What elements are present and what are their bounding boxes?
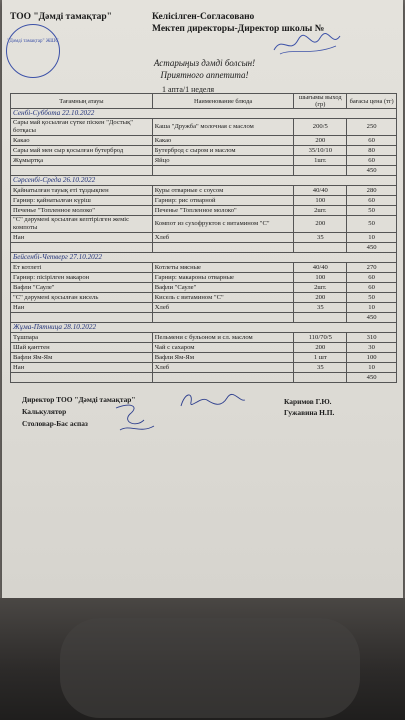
- cell-out: 35: [294, 233, 347, 243]
- table-row: [11, 146, 397, 156]
- footer-chef: Столовар-Бас аспаз: [22, 419, 88, 428]
- cell-price: 60: [347, 283, 397, 293]
- table-row: [11, 196, 397, 206]
- cell-out: 200/5: [294, 119, 347, 136]
- col-header-out: шығымы выход (гр): [294, 94, 347, 109]
- cell-ru: Гарнир: рис отварной: [152, 196, 294, 206]
- cell-ru: Вафли Ям-Ям: [152, 353, 294, 363]
- menu-body: [11, 109, 397, 383]
- cell-out: [294, 243, 347, 253]
- cell-price: 80: [347, 146, 397, 156]
- table-row: [11, 373, 397, 383]
- cell-out: 1 шт: [294, 353, 347, 363]
- cell-ru: Каша "Дружба" молочная с маслом: [152, 119, 294, 136]
- table-row: [11, 363, 397, 373]
- cell-price: 60: [347, 136, 397, 146]
- footer-calc: Калькулятор: [22, 407, 67, 416]
- cell-ru: Гарнир: макароны отварные: [152, 273, 294, 283]
- cell-kz: Вафли Ям-Ям: [11, 353, 153, 363]
- cell-price: 250: [347, 119, 397, 136]
- table-row: [11, 273, 397, 283]
- cell-ru: Кисель с витамином "С": [152, 293, 294, 303]
- table-row: [11, 186, 397, 196]
- cell-out: 200: [294, 293, 347, 303]
- cell-out: 2шт.: [294, 206, 347, 216]
- cell-price: 60: [347, 273, 397, 283]
- cell-ru: Хлеб: [152, 303, 294, 313]
- cell-out: 35: [294, 303, 347, 313]
- day-title: Сенбі-Суббота 22.10.2022: [11, 109, 397, 119]
- cell-kz: "С" дәрумені қосылған кептірілген жеміс компоты: [11, 216, 153, 233]
- cell-price: 450: [347, 243, 397, 253]
- table-row: [11, 156, 397, 166]
- cell-ru: Какао: [152, 136, 294, 146]
- cell-out: 2шт.: [294, 283, 347, 293]
- table-row: [11, 303, 397, 313]
- col-header-price: бағасы цена (тг): [347, 94, 397, 109]
- table-row: [11, 313, 397, 323]
- day-row: [11, 323, 397, 333]
- cell-kz: Печенье "Топленное молоко": [11, 206, 153, 216]
- cell-kz: Нан: [11, 233, 153, 243]
- cell-price: 450: [347, 166, 397, 176]
- school-director-label: Мектеп директоры-Директор школы №: [152, 24, 325, 34]
- cell-ru: [152, 313, 294, 323]
- cell-kz: Вафли "Сауле": [11, 283, 153, 293]
- cell-out: 35/10/10: [294, 146, 347, 156]
- day-row: [11, 176, 397, 186]
- cell-ru: Хлеб: [152, 233, 294, 243]
- cell-kz: Какао: [11, 136, 153, 146]
- cell-ru: Чай с сахаром: [152, 343, 294, 353]
- col-header-kz: Тағамның атауы: [11, 94, 153, 109]
- cell-kz: Тұшпара: [11, 333, 153, 343]
- cell-kz: Шай қанттен: [11, 343, 153, 353]
- cell-out: [294, 166, 347, 176]
- menu-table: [10, 93, 397, 383]
- cell-kz: "С" дәрумені қосылған кисель: [11, 293, 153, 303]
- cell-price: 50: [347, 293, 397, 303]
- week-label: 1 апта/1 неделя: [162, 85, 215, 94]
- cell-kz: Гарнир: пісірілген макарон: [11, 273, 153, 283]
- cell-out: 1шт.: [294, 156, 347, 166]
- cell-kz: Нан: [11, 303, 153, 313]
- cell-kz: Қайнатылған тауық еті тұздықпен: [11, 186, 153, 196]
- cell-out: 200: [294, 216, 347, 233]
- day-row: [11, 109, 397, 119]
- wish-kz: Астарыңыз дәмді болсын!: [153, 58, 256, 68]
- table-row: [11, 119, 397, 136]
- document-paper: [2, 0, 403, 598]
- cell-ru: [152, 243, 294, 253]
- cell-ru: Компот из сухофруктов с витамином "С": [152, 216, 294, 233]
- cell-out: 40/40: [294, 263, 347, 273]
- table-row: [11, 283, 397, 293]
- cell-price: 10: [347, 233, 397, 243]
- cell-out: 200: [294, 136, 347, 146]
- table-row: [11, 243, 397, 253]
- cell-kz: [11, 373, 153, 383]
- cell-price: 10: [347, 363, 397, 373]
- day-title: Бейсенбі-Четверг 27.10.2022: [11, 253, 397, 263]
- cell-kz: [11, 166, 153, 176]
- table-row: [11, 343, 397, 353]
- table-row: [11, 293, 397, 303]
- fabric-shadow: [60, 618, 360, 718]
- cell-price: 450: [347, 373, 397, 383]
- cell-price: 30: [347, 343, 397, 353]
- cell-price: 50: [347, 206, 397, 216]
- table-row: [11, 233, 397, 243]
- cell-kz: [11, 313, 153, 323]
- table-surface: [0, 598, 405, 720]
- cell-ru: [152, 166, 294, 176]
- cell-out: [294, 313, 347, 323]
- cell-price: 60: [347, 156, 397, 166]
- stamp-text: "Дәмді тамақтар" ЖШС: [7, 39, 59, 44]
- footer-director-name: Каримов Г.Ю.: [284, 397, 332, 406]
- cell-price: 270: [347, 263, 397, 273]
- cell-price: 310: [347, 333, 397, 343]
- cell-out: [294, 373, 347, 383]
- org-name: ТОО "Дәмді тамақтар": [10, 12, 112, 22]
- cell-ru: Бутерброд с сыром и маслом: [152, 146, 294, 156]
- cell-out: 110/70/5: [294, 333, 347, 343]
- cell-ru: [152, 373, 294, 383]
- table-row: [11, 136, 397, 146]
- cell-out: 100: [294, 196, 347, 206]
- footer-calc-name: Гужавина Н.П.: [284, 408, 335, 417]
- agreed-label: Келісілген-Согласовано: [152, 12, 255, 22]
- table-row: [11, 263, 397, 273]
- cell-kz: Жұмыртқа: [11, 156, 153, 166]
- cell-kz: Сары май мен сыр қосылған бутерброд: [11, 146, 153, 156]
- wish-ru: Приятного аппетита!: [160, 70, 249, 80]
- cell-kz: Ет котлеті: [11, 263, 153, 273]
- day-title: Сәрсенбі-Среда 26.10.2022: [11, 176, 397, 186]
- cell-ru: Котлеты мясные: [152, 263, 294, 273]
- table-row: [11, 216, 397, 233]
- table-row: [11, 166, 397, 176]
- signature-1: [177, 390, 247, 412]
- table-row: [11, 333, 397, 343]
- cell-ru: Пельмени с бульоном и сл. маслом: [152, 333, 294, 343]
- cell-kz: Гарнир: қайнатылған күріш: [11, 196, 153, 206]
- cell-price: 10: [347, 303, 397, 313]
- cell-out: 35: [294, 363, 347, 373]
- table-header-row: [11, 94, 397, 109]
- cell-out: 100: [294, 273, 347, 283]
- cell-price: 50: [347, 216, 397, 233]
- day-row: [11, 253, 397, 263]
- cell-price: 60: [347, 196, 397, 206]
- cell-kz: Сары май қосылған сүтке піскен "Достық" ботқасы: [11, 119, 153, 136]
- cell-ru: Печенье "Топленное молоко": [152, 206, 294, 216]
- cell-ru: Вафли "Сауле": [152, 283, 294, 293]
- table-row: [11, 353, 397, 363]
- cell-ru: Куры отварные с соусом: [152, 186, 294, 196]
- cell-price: 100: [347, 353, 397, 363]
- day-title: Жұма-Пятница 28.10.2022: [11, 323, 397, 333]
- cell-ru: Яйцо: [152, 156, 294, 166]
- cell-out: 200: [294, 343, 347, 353]
- cell-kz: [11, 243, 153, 253]
- col-header-ru: Наименование блюда: [152, 94, 294, 109]
- table-row: [11, 206, 397, 216]
- signature-2: [110, 400, 160, 436]
- cell-kz: Нан: [11, 363, 153, 373]
- cell-price: 450: [347, 313, 397, 323]
- cell-ru: Хлеб: [152, 363, 294, 373]
- director-signature: [272, 30, 342, 60]
- cell-price: 280: [347, 186, 397, 196]
- footer-director: Директор ТОО "Дәмді тамақтар": [22, 395, 136, 404]
- cell-out: 40/40: [294, 186, 347, 196]
